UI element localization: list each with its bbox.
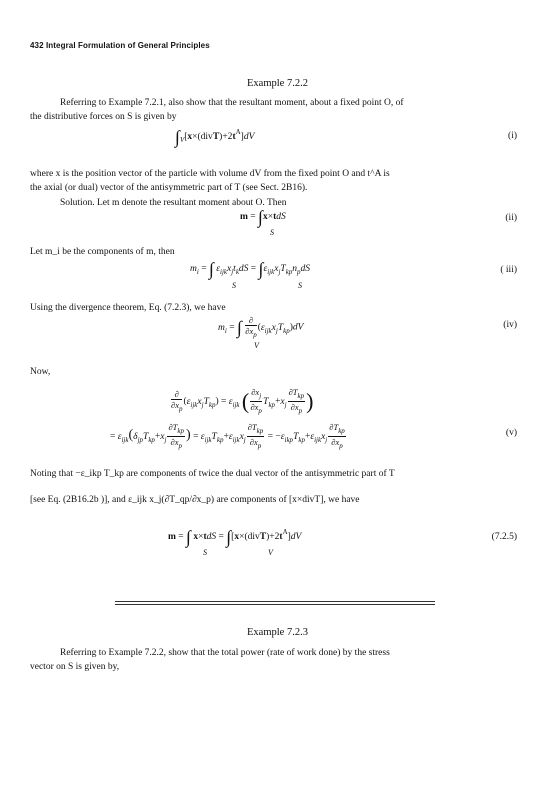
equation-7-2-5: m = ∫ $x\times tdS = \int[x\times(divT)+2t^A]dV$ [168,527,302,547]
example-title: Example 7.2.2 [247,78,308,89]
see-eq-line: [see Eq. (2B16.2b )], and ε_ijk x_j(∂T_qp/∂x_p) are components of [x×divT], we have [30,495,360,505]
equation-ii-limit: S [270,228,274,237]
where-line-1: where x is the position vector of the particle with volume dV from the fixed point O and t^A is [30,169,390,179]
equation-ii: m = ∫x×tdS [240,207,286,227]
equation-7-2-5-tag: (7.2.5) [491,532,517,542]
example-2-title: Example 7.2.3 [247,627,308,638]
equation-iii: $m_i$ = ∫ $\varepsilon_{ijk}x_jt_kdS = \int\varepsilon_{ijk}x_jT_{kp}n_pdS$ [190,259,311,279]
equation-i: $\int_V[x\times(divT)+2t^A]dV$ [175,127,255,147]
components-line: Let m_i be the components of m, then [30,247,175,257]
equation-7-2-5-limit-2: V [268,548,273,557]
equation-iv-tag: (iv) [503,320,517,330]
example-2-intro-line-2: vector on S is given by, [30,662,120,672]
equation-iv: $m_i$ = ∫ $\frac{\partial}{\partial x_p}$ $(\varepsilon_{ijk}x_jT_{kp})dV$ [218,315,304,339]
equation-v-tag: (v) [505,428,517,438]
now-label: Now, [30,367,51,377]
section-rule-bottom [115,604,435,605]
running-head: 432 Integral Formulation of General Principles [30,41,210,50]
equation-iii-limit-2: S [298,281,302,290]
section-rule-top [115,601,435,602]
noting-line: Noting that −ε_ikp T_kp are components of twice the dual vector of the antisymmetric part of T [30,469,395,479]
equation-v-line-2: = $\varepsilon_{ijk}(\delta_{jp}T_{kp}+x_j$ $\frac{\partial T_{kp}}{\partial x_p}$ ) = $\varepsilon_{ijk}T_{kp}+\varepsilon_{ijk}x_j$ $\frac{\partial T_{kp}}{\partial x_p}$ = $-\varepsilon_{ikp}T_{kp}+\varepsilon_{ijk}x_j$ $\frac{\partial T_{kp}}{\partial x_p}$ [110,422,345,450]
equation-7-2-5-limit-1: S [203,548,207,557]
equation-v-line-1: $\frac{\partial}{\partial x_p}$ $(\varepsilon_{ijk}x_jT_{kp}) = \varepsilon_{ijk}$ ( $\frac{\partial x_j}{\partial x_p}$ $T_{kp}+x_j$ $\frac{\partial T_{kp}}{\partial x_p}$ ) [171,387,314,415]
where-line-2: the axial (or dual) vector of the antisymmetric part of T (see Sect. 2B16). [30,183,308,193]
equation-iii-limit-1: S [232,281,236,290]
example-2-intro-line-1: Referring to Example 7.2.2, show that the total power (rate of work done) by the stress [60,648,390,658]
equation-ii-tag: (ii) [505,213,517,223]
intro-line-2: the distributive forces on S is given by [30,112,177,122]
equation-i-tag: (i) [508,131,517,141]
intro-line-1: Referring to Example 7.2.1, also show that the resultant moment, about a fixed point O, of [60,98,404,108]
equation-iv-limit: V [254,341,259,350]
equation-iii-tag: ( iii) [500,265,517,275]
solution-line: Solution. Let m denote the resultant moment about O. Then [60,198,287,208]
divergence-line: Using the divergence theorem, Eq. (7.2.3), we have [30,303,226,313]
